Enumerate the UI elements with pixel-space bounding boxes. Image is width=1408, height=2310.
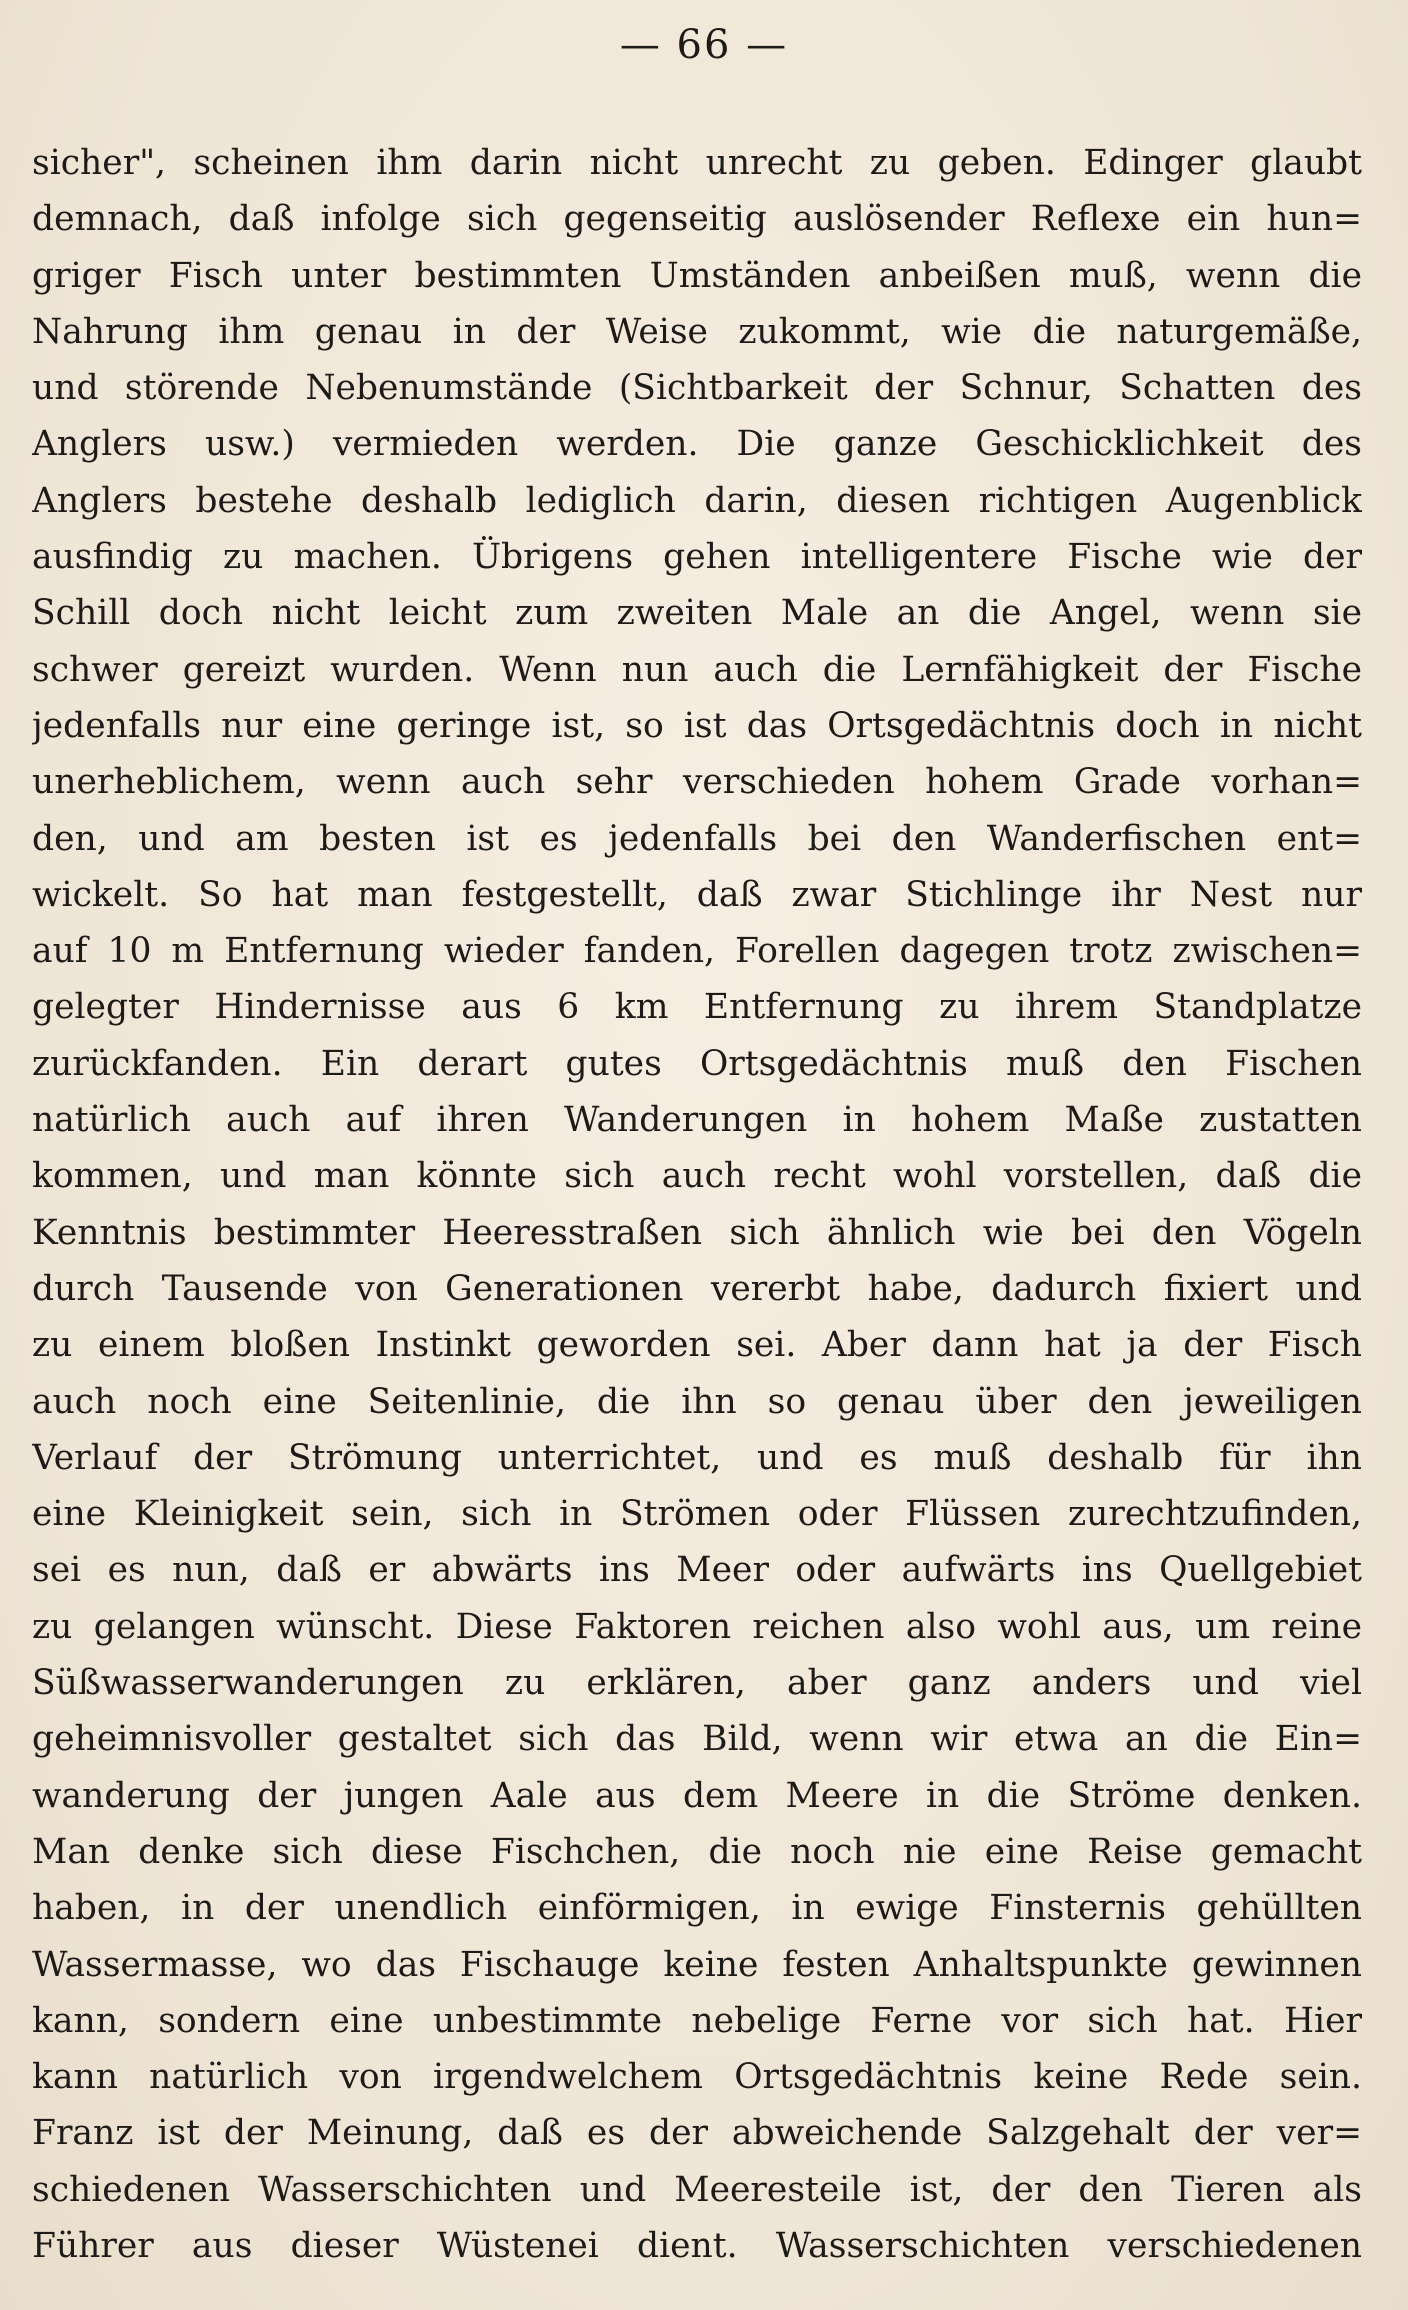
text-line: Wassermasse, wo das Fischauge keine festen Anhaltspunkte gewinnen	[32, 1944, 1362, 1985]
body-text	[32, 135, 1362, 2274]
text-line: zu gelangen wünscht. Diese Faktoren reichen also wohl aus, um reine	[32, 1606, 1362, 1647]
text-line: Süßwasserwanderungen zu erklären, aber ganz anders und viel	[32, 1663, 1362, 1704]
page-number: — 66 —	[619, 22, 789, 68]
text-line: durch Tausende von Generationen vererbt habe, dadurch fixiert und	[32, 1268, 1362, 1309]
text-line: gelegter Hindernisse aus 6 km Entfernung zu ihrem Standplatze	[32, 987, 1362, 1028]
text-line: Anglers bestehe deshalb lediglich darin, diesen richtigen Augenblick	[32, 480, 1362, 521]
text-line: Man denke sich diese Fischchen, die noch nie eine Reise gemacht	[32, 1831, 1362, 1872]
text-line: demnach, daß infolge sich gegenseitig auslösender Reflexe ein hun=	[32, 199, 1362, 240]
text-line: Nahrung ihm genau in der Weise zukommt, wie die naturgemäße,	[32, 311, 1362, 352]
text-line: Verlauf der Strömung unterrichtet, und es muß deshalb für ihn	[32, 1437, 1362, 1478]
text-line: wanderung der jungen Aale aus dem Meere in die Ströme denken.	[32, 1775, 1362, 1816]
text-line: und störende Nebenumstände (Sichtbarkeit der Schnur, Schatten des	[32, 368, 1362, 409]
text-line: schwer gereizt wurden. Wenn nun auch die Lernfähigkeit der Fische	[32, 649, 1362, 690]
text-line: kommen, und man könnte sich auch recht wohl vorstellen, daß die	[32, 1156, 1362, 1197]
text-line: schiedenen Wasserschichten und Meeresteile ist, der den Tieren als	[32, 2169, 1362, 2210]
text-line: Führer aus dieser Wüstenei dient. Wasserschichten verschiedenen	[32, 2225, 1362, 2266]
text-line: unerheblichem, wenn auch sehr verschieden hohem Grade vorhan=	[32, 762, 1362, 803]
text-line: kann, sondern eine unbestimmte nebelige Ferne vor sich hat. Hier	[32, 2000, 1362, 2041]
text-line: zurückfanden. Ein derart gutes Ortsgedächtnis muß den Fischen	[32, 1043, 1362, 1084]
text-line: Franz ist der Meinung, daß es der abweichende Salzgehalt der ver=	[32, 2113, 1362, 2154]
text-line: kann natürlich von irgendwelchem Ortsgedächtnis keine Rede sein.	[32, 2057, 1362, 2098]
text-line: wickelt. So hat man festgestellt, daß zwar Stichlinge ihr Nest nur	[32, 874, 1362, 915]
text-line: sei es nun, daß er abwärts ins Meer oder aufwärts ins Quellgebiet	[32, 1550, 1362, 1591]
text-line: Kenntnis bestimmter Heeresstraßen sich ähnlich wie bei den Vögeln	[32, 1212, 1362, 1253]
text-line: auch noch eine Seitenlinie, die ihn so genau über den jeweiligen	[32, 1381, 1362, 1422]
text-line: griger Fisch unter bestimmten Umständen anbeißen muß, wenn die	[32, 255, 1362, 296]
text-line: eine Kleinigkeit sein, sich in Strömen oder Flüssen zurechtzufinden,	[32, 1494, 1362, 1535]
text-line: natürlich auch auf ihren Wanderungen in hohem Maße zustatten	[32, 1100, 1362, 1141]
text-line: ausfindig zu machen. Übrigens gehen intelligentere Fische wie der	[32, 537, 1362, 578]
text-line: Anglers usw.) vermieden werden. Die ganze Geschicklichkeit des	[32, 424, 1362, 465]
text-line: sicher", scheinen ihm darin nicht unrecht zu geben. Edinger glaubt	[32, 143, 1362, 183]
text-line: jedenfalls nur eine geringe ist, so ist das Ortsgedächtnis doch in nicht	[32, 705, 1362, 746]
text-line: geheimnisvoller gestaltet sich das Bild, wenn wir etwa an die Ein=	[32, 1719, 1362, 1760]
text-line: Schill doch nicht leicht zum zweiten Male an die Angel, wenn sie	[32, 593, 1362, 634]
text-line: auf 10 m Entfernung wieder fanden, Forellen dagegen trotz zwischen=	[32, 931, 1362, 972]
text-line: haben, in der unendlich einförmigen, in ewige Finsternis gehüllten	[32, 1888, 1362, 1929]
text-line: den, und am besten ist es jedenfalls bei den Wanderfischen ent=	[32, 818, 1362, 859]
text-line: zu einem bloßen Instinkt geworden sei. Aber dann hat ja der Fisch	[32, 1325, 1362, 1366]
